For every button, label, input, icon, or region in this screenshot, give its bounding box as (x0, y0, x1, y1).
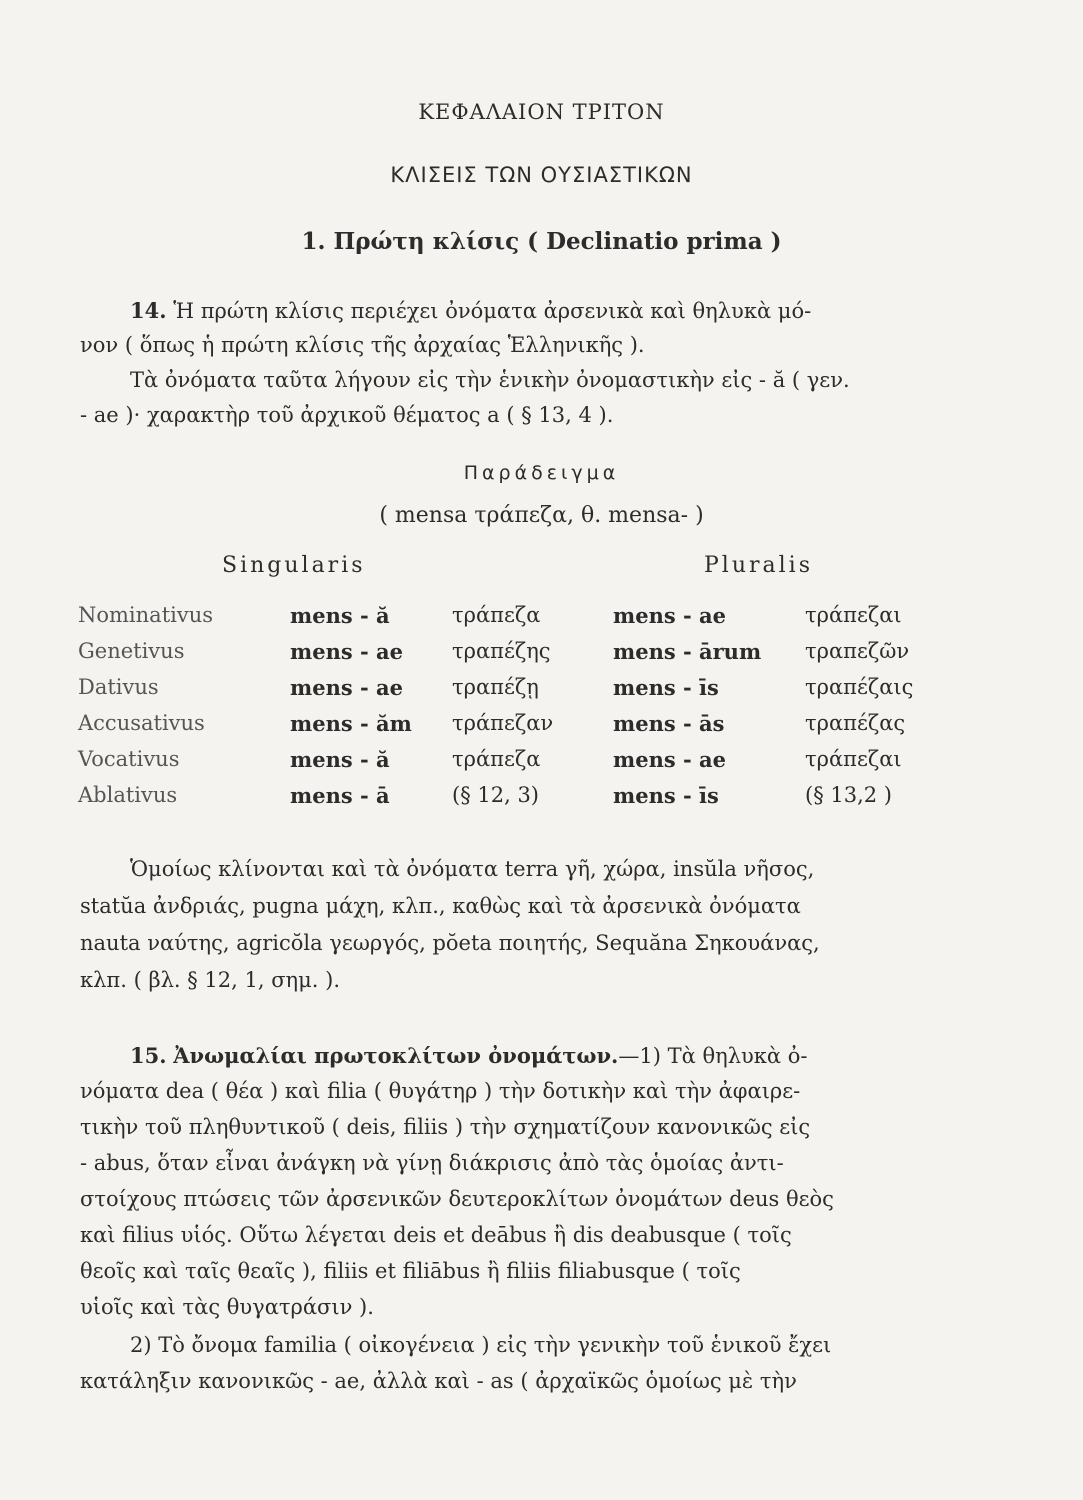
singular-heading: Singularis (222, 553, 366, 578)
plural-latin: mens - īs (613, 675, 719, 700)
singular-latin: mens - ā (290, 783, 390, 808)
singular-greek: τραπέζῃ (452, 675, 539, 699)
singular-greek: (§ 12, 3) (452, 783, 539, 807)
paragraph-text: —1) Τὰ θηλυκὰ ὀ- (618, 1044, 808, 1068)
paragraph-15-line: στοίχους πτώσεις τῶν ἀρσενικῶν δευτεροκλίτων ὀνομάτων deus θεὸς (80, 1187, 834, 1211)
plural-latin: mens - ās (613, 711, 725, 736)
paragraph-15-line: - abus, ὅταν εἶναι ἀνάγκη νὰ γίνῃ διάκρισις ἀπὸ τὰς ὁμοίας ἀντι- (80, 1151, 784, 1175)
paragraph-number: 14. (130, 298, 167, 323)
section-heading: 1. Πρώτη κλίσις ( Declinatio prima ) (301, 228, 782, 255)
case-name: Accusativus (78, 711, 205, 735)
table-row (0, 783, 1083, 817)
singular-latin: mens - ă (290, 747, 390, 772)
similar-line: κλπ. ( βλ. § 12, 1, σημ. ). (80, 968, 340, 992)
singular-latin: mens - ă (290, 603, 390, 628)
singular-greek: τράπεζαν (452, 711, 554, 735)
table-row (0, 639, 1083, 673)
table-row (0, 603, 1083, 637)
table-row (0, 675, 1083, 709)
paradigm-title: Παράδειγμα (463, 462, 620, 484)
paragraph-15-line (130, 1043, 808, 1068)
singular-greek: τράπεζα (452, 603, 541, 627)
table-row (0, 711, 1083, 745)
paragraph-14-line: - ae )· χαρακτὴρ τοῦ ἀρχικοῦ θέματος a ( § 13, 4 ). (80, 403, 614, 427)
plural-greek: τραπέζας (805, 711, 906, 735)
plural-greek: τραπεζῶν (805, 639, 910, 663)
paragraph-14-line (130, 298, 811, 323)
plural-greek: τράπεζαι (805, 603, 902, 627)
paragraph-14-line: νον ( ὅπως ἡ πρώτη κλίσις τῆς ἀρχαίας Ἑλληνικῆς ). (80, 333, 645, 357)
singular-latin: mens - ae (290, 675, 403, 700)
plural-latin: mens - ae (613, 603, 726, 628)
paradigm-example: ( mensa τράπεζα, θ. mensa- ) (379, 503, 704, 528)
similar-line: Ὁμοίως κλίνονται καὶ τὰ ὀνόματα terra γῆ, χώρα, insŭla νῆσος, (130, 857, 815, 881)
plural-greek: (§ 13,2 ) (805, 783, 892, 807)
singular-greek: τράπεζα (452, 747, 541, 771)
paragraph-15-line: υἱοῖς καὶ τὰς θυγατράσιν ). (80, 1295, 374, 1319)
plural-latin: mens - īs (613, 783, 719, 808)
singular-latin: mens - ăm (290, 711, 412, 736)
case-name: Dativus (78, 675, 159, 699)
table-row (0, 747, 1083, 781)
chapter-subtitle: ΚΛΙΣΕΙΣ ΤΩΝ ΟΥΣΙΑΣΤΙΚΩΝ (390, 163, 693, 187)
singular-greek: τραπέζης (452, 639, 551, 663)
similar-line: statŭa ἀνδριάς, pugna μάχη, κλπ., καθὼς καὶ τὰ ἀρσενικὰ ὀνόματα (80, 894, 801, 918)
paragraph-heading: Ἀνωμαλίαι πρωτοκλίτων ὀνομάτων. (173, 1043, 619, 1068)
case-name: Nominativus (78, 603, 214, 627)
paragraph-15-line: νόματα dea ( θέα ) καὶ filia ( θυγάτηρ ) τὴν δοτικὴν καὶ τὴν ἀφαιρε- (80, 1079, 801, 1103)
paragraph-text: Ἡ πρώτη κλίσις περιέχει ὀνόματα ἀρσενικὰ καὶ θηλυκὰ μό- (173, 299, 812, 323)
case-name: Vocativus (78, 747, 180, 771)
paragraph-15-line: κατάληξιν κανονικῶς - ae, ἀλλὰ καὶ - as ( ἀρχαϊκῶς ὁμοίως μὲ τὴν (80, 1369, 797, 1393)
chapter-title: ΚΕΦΑΛΑΙΟΝ ΤΡΙΤΟΝ (418, 100, 665, 124)
paragraph-15-line: τικὴν τοῦ πληθυντικοῦ ( deis, filiis ) τὴν σχηματίζουν κανονικῶς εἰς (80, 1115, 811, 1139)
paragraph-15-line: 2) Τὸ ὄνομα familia ( οἰκογένεια ) εἰς τὴν γενικὴν τοῦ ἑνικοῦ ἔχει (130, 1333, 832, 1357)
plural-heading: Pluralis (704, 553, 814, 578)
case-name: Genetivus (78, 639, 185, 663)
plural-greek: τραπέζαις (805, 675, 914, 699)
plural-latin: mens - ae (613, 747, 726, 772)
similar-line: nauta ναύτης, agricŏla γεωργός, pŏeta ποιητής, Sequăna Σηκουάνας, (80, 931, 820, 955)
paragraph-14-line: Τὰ ὀνόματα ταῦτα λήγουν εἰς τὴν ἑνικὴν ὀνομαστικὴν εἰς - ă ( γεν. (130, 368, 850, 392)
paragraph-15-line: καὶ filius υἱός. Οὕτω λέγεται deis et deābus ἢ dis deabusque ( τοῖς (80, 1223, 792, 1247)
plural-greek: τράπεζαι (805, 747, 902, 771)
singular-latin: mens - ae (290, 639, 403, 664)
paragraph-15-line: θεοῖς καὶ ταῖς θεαῖς ), filiis et filiābus ἢ filiis filiabusque ( τοῖς (80, 1259, 741, 1283)
paragraph-number: 15. (130, 1043, 167, 1068)
case-name: Ablativus (78, 783, 178, 807)
plural-latin: mens - ārum (613, 639, 762, 664)
